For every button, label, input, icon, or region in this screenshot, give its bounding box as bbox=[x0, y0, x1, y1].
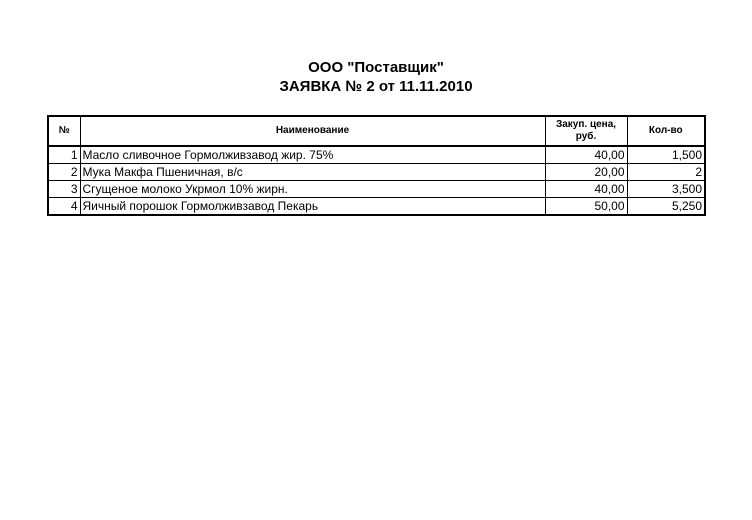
column-header-qty: Кол-во bbox=[627, 116, 705, 146]
table-row bbox=[48, 198, 705, 216]
row-number: 3 bbox=[48, 181, 80, 198]
row-name: Масло сливочное Гормолживзавод жир. 75% bbox=[80, 146, 545, 164]
column-header-price: Закуп. цена, руб. bbox=[545, 116, 627, 146]
row-price: 20,00 bbox=[545, 164, 627, 181]
row-qty: 3,500 bbox=[627, 181, 705, 198]
row-name: Сгущеное молоко Укрмол 10% жирн. bbox=[80, 181, 545, 198]
document-title: ЗАЯВКА № 2 от 11.11.2010 bbox=[279, 78, 473, 95]
row-qty: 1,500 bbox=[627, 146, 705, 164]
table-row bbox=[48, 164, 705, 181]
row-number: 2 bbox=[48, 164, 80, 181]
table-row bbox=[48, 181, 705, 198]
row-price: 50,00 bbox=[545, 198, 627, 216]
row-number: 4 bbox=[48, 198, 80, 216]
row-price: 40,00 bbox=[545, 146, 627, 164]
document-header bbox=[0, 58, 752, 96]
table-row bbox=[48, 146, 705, 164]
table-header-row bbox=[48, 116, 705, 146]
row-name: Яичный порошок Гормолживзавод Пекарь bbox=[80, 198, 545, 216]
row-qty: 5,250 bbox=[627, 198, 705, 216]
column-header-number: № bbox=[48, 116, 80, 146]
row-name: Мука Макфа Пшеничная, в/с bbox=[80, 164, 545, 181]
row-qty: 2 bbox=[627, 164, 705, 181]
row-price: 40,00 bbox=[545, 181, 627, 198]
row-number: 1 bbox=[48, 146, 80, 164]
order-table bbox=[47, 115, 706, 216]
company-name: ООО "Поставщик" bbox=[308, 59, 444, 76]
column-header-name: Наименование bbox=[80, 116, 545, 146]
